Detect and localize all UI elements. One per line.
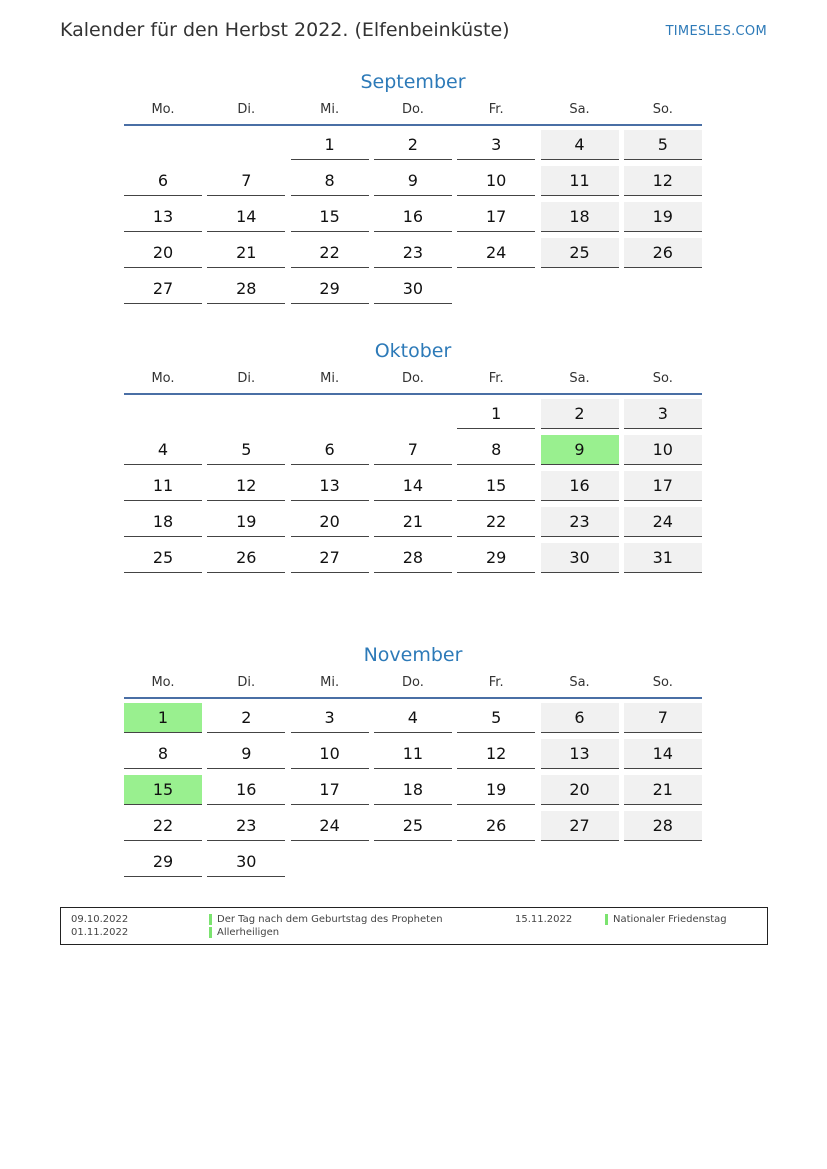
day-cell: 22 [291,238,369,268]
day-cell: 8 [291,166,369,196]
day-cell: 21 [207,238,285,268]
weekday-label: Mo. [151,371,175,386]
legend-holiday-name: Nationaler Friedenstag [613,914,727,925]
day-cell: 19 [207,507,285,537]
legend-holiday-name: Der Tag nach dem Geburtstag des Propheten [217,914,443,925]
day-cell: 13 [541,739,619,769]
day-cell: 4 [374,703,452,733]
day-cell: 28 [624,811,702,841]
day-cell: 28 [207,274,285,304]
month-title: September [360,71,466,93]
day-cell: 7 [374,435,452,465]
day-cell: 22 [457,507,535,537]
legend-date: 09.10.2022 [71,914,129,925]
day-cell: 4 [541,130,619,160]
weekday-header [124,673,702,699]
day-cell: 12 [624,166,702,196]
day-cell: 21 [624,775,702,805]
day-cell: 5 [624,130,702,160]
day-cell: 24 [291,811,369,841]
legend-item [505,913,765,926]
legend-item [61,913,521,926]
day-cell: 22 [124,811,202,841]
day-cell: 13 [124,202,202,232]
day-cell: 9 [541,435,619,465]
day-cell: 11 [541,166,619,196]
day-cell: 2 [541,399,619,429]
month-title: Oktober [374,340,452,362]
weekday-header [124,369,702,395]
month-november [124,643,702,871]
day-cell: 19 [624,202,702,232]
weekday-label: Mi. [320,102,340,117]
day-cell: 7 [207,166,285,196]
holiday-marker-icon [209,914,212,925]
day-cell: 10 [457,166,535,196]
day-cell: 2 [374,130,452,160]
day-cell: 29 [124,847,202,877]
day-cell: 23 [207,811,285,841]
day-cell: 6 [124,166,202,196]
weekday-label: Mo. [151,675,175,690]
weekday-label: Fr. [488,371,504,386]
holiday-legend [60,907,768,945]
day-cell: 25 [124,543,202,573]
day-cell: 16 [374,202,452,232]
day-cell: 8 [124,739,202,769]
day-cell: 31 [624,543,702,573]
day-cell: 3 [291,703,369,733]
holiday-marker-icon [605,914,608,925]
day-cell: 17 [291,775,369,805]
day-cell: 3 [457,130,535,160]
day-cell: 8 [457,435,535,465]
day-cell: 5 [457,703,535,733]
day-cell: 20 [291,507,369,537]
day-cell: 15 [291,202,369,232]
day-cell: 7 [624,703,702,733]
weekday-label: Mo. [151,102,175,117]
day-cell: 9 [374,166,452,196]
day-cell: 27 [541,811,619,841]
day-cell: 23 [541,507,619,537]
day-cell: 25 [541,238,619,268]
weekday-label: Mi. [320,371,340,386]
day-cell: 26 [207,543,285,573]
month-title: November [363,644,463,666]
legend-item [61,926,521,939]
day-cell: 17 [457,202,535,232]
day-cell: 6 [291,435,369,465]
day-cell: 27 [124,274,202,304]
weekday-label: Fr. [488,102,504,117]
weekday-label: Fr. [488,675,504,690]
day-cell: 17 [624,471,702,501]
day-cell: 20 [541,775,619,805]
day-cell: 21 [374,507,452,537]
day-cell: 26 [624,238,702,268]
day-cell: 1 [457,399,535,429]
brand-link[interactable]: TIMESLES.COM [665,24,767,39]
weekday-label: Sa. [569,675,590,690]
day-cell: 4 [124,435,202,465]
day-cell: 30 [541,543,619,573]
legend-date: 15.11.2022 [515,914,573,925]
page-title: Kalender für den Herbst 2022. (Elfenbeinküste) [60,19,510,41]
day-cell: 23 [374,238,452,268]
day-cell: 26 [457,811,535,841]
day-cell: 20 [124,238,202,268]
day-cell: 11 [374,739,452,769]
day-cell: 19 [457,775,535,805]
weekday-label: So. [652,371,673,386]
weekday-label: Sa. [569,102,590,117]
weekday-header [124,100,702,126]
month-oktober [124,339,702,567]
day-cell: 14 [624,739,702,769]
day-cell: 24 [624,507,702,537]
day-cell: 10 [624,435,702,465]
day-cell: 16 [541,471,619,501]
legend-date: 01.11.2022 [71,927,129,938]
day-cell: 16 [207,775,285,805]
day-cell: 14 [207,202,285,232]
day-cell: 10 [291,739,369,769]
weekday-label: Do. [401,675,424,690]
weekday-label: Mi. [320,675,340,690]
day-cell: 1 [124,703,202,733]
day-cell: 12 [207,471,285,501]
day-cell: 1 [291,130,369,160]
weekday-label: Do. [401,371,424,386]
day-cell: 18 [541,202,619,232]
day-cell: 29 [291,274,369,304]
day-cell: 28 [374,543,452,573]
weekday-label: Di. [237,371,256,386]
day-cell: 14 [374,471,452,501]
weekday-label: Di. [237,675,256,690]
day-cell: 11 [124,471,202,501]
day-cell: 13 [291,471,369,501]
weekday-label: So. [652,675,673,690]
day-cell: 18 [374,775,452,805]
day-cell: 24 [457,238,535,268]
day-cell: 3 [624,399,702,429]
day-cell: 25 [374,811,452,841]
day-cell: 12 [457,739,535,769]
holiday-marker-icon [209,927,212,938]
legend-holiday-name: Allerheiligen [217,927,280,938]
weekday-label: Do. [401,102,424,117]
day-cell: 6 [541,703,619,733]
weekday-label: Sa. [569,371,590,386]
day-cell: 15 [457,471,535,501]
day-cell: 9 [207,739,285,769]
day-cell: 5 [207,435,285,465]
day-cell: 27 [291,543,369,573]
weekday-label: Di. [237,102,256,117]
month-september [124,70,702,298]
day-cell: 2 [207,703,285,733]
day-cell: 29 [457,543,535,573]
day-cell: 15 [124,775,202,805]
day-cell: 30 [374,274,452,304]
day-cell: 30 [207,847,285,877]
day-cell: 18 [124,507,202,537]
weekday-label: So. [652,102,673,117]
